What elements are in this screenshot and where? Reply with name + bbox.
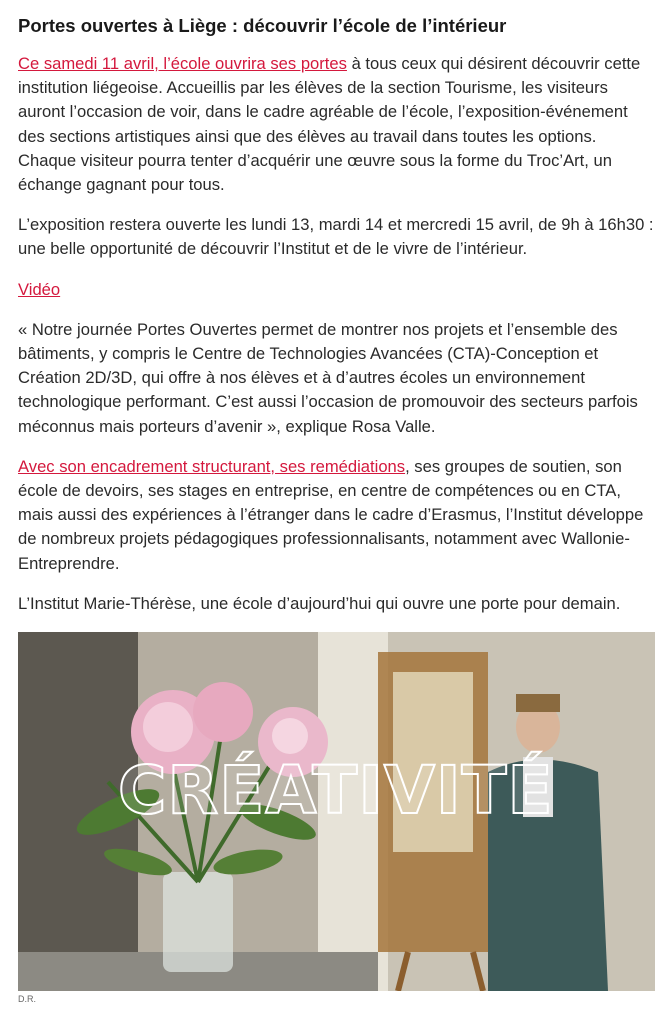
paragraph-schedule: L’exposition restera ouverte les lundi 13, mardi 14 et mercredi 15 avril, de 9h à 16h30 : une belle opportunité de découvrir l’Institut et de le vivre de l’intérieur. — [18, 215, 654, 259]
photo-credit: D.R. — [18, 994, 36, 1005]
paragraph-support-text: , ses groupes de soutien, son école de devoirs, ses stages en entreprise, en centre de compétences ou en CTA, mais aussi des expériences à l’étranger dans le cadre d’Erasmus, l’Institut développe de nombreux projets pédagogiques professionnalisants, notamment avec Wallonie-Entreprendre. — [18, 456, 644, 573]
paragraph-video — [18, 278, 654, 302]
open-day-link[interactable]: Ce samedi 11 avril, l’école ouvrira ses portes — [18, 54, 347, 73]
paragraph-quote: « Notre journée Portes Ouvertes permet de montrer nos projets et l’ensemble des bâtiments, y compris le Centre de Technologies Avancées (CTA)-Conception et Création 2D/3D, qui offre à nos élèves et à d’autres écoles un environnement technologique performant. C’est aussi l’occasion de promouvoir des secteurs parfois méconnus mais porteurs d’avenir », explique Rosa Valle. — [18, 319, 638, 436]
photo-overlay-title: CRÉATIVITÉ — [118, 752, 554, 830]
article-photo[interactable] — [18, 632, 655, 991]
support-link[interactable]: Avec son encadrement structurant, ses remédiations — [18, 456, 406, 476]
article-title: Portes ouvertes à Liège : découvrir l’école de l’intérieur — [18, 15, 507, 36]
video-link[interactable]: Vidéo — [18, 279, 61, 299]
paragraph-intro — [18, 52, 654, 197]
paragraph-closing: L’Institut Marie-Thérèse, une école d’aujourd’hui qui ouvre une porte pour demain. — [18, 593, 621, 613]
paragraph-intro-text: à tous ceux qui désirent découvrir cette institution liégeoise. Accueillis par les élèves de la section Tourisme, les visiteurs auront l’occasion de voir, dans le cadre agréable de l’école, l’exposition-événement des sections artistiques ainsi que des élèves au travail dans toutes les options. Chaque visiteur pourra tenter d’acquérir une œuvre sous la forme du Troc’Art, un échange gagnant pour tous. — [18, 54, 641, 195]
paragraph-support — [18, 455, 654, 576]
